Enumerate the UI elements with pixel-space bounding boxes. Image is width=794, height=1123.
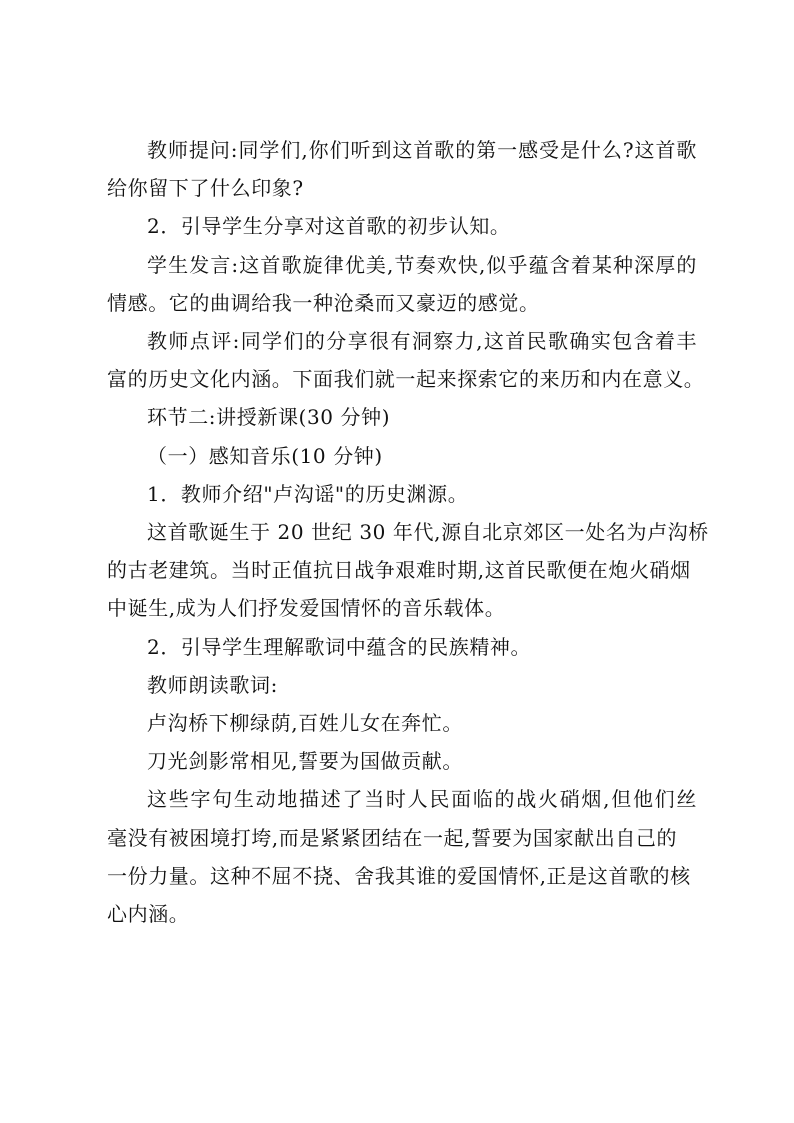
text-line: 2．引导学生理解歌词中蕴含的民族精神。 xyxy=(147,634,532,659)
paragraph-song-origin xyxy=(107,513,709,628)
text-line: 环节二:讲授新课(30 分钟) xyxy=(147,405,391,430)
text-line: 教师朗读歌词: xyxy=(147,672,278,697)
paragraph-lyrics-analysis xyxy=(107,780,697,933)
text-line: 富的历史文化内涵。下面我们就一起来探索它的来历和内在意义。 xyxy=(107,367,705,392)
text-line: 毫没有被困境打垮,而是紧紧团结在一起,誓要为国家献出自己的 xyxy=(107,825,678,850)
text-line: 的古老建筑。当时正值抗日战争艰难时期,这首民歌便在炮火硝烟 xyxy=(107,558,691,583)
paragraph-teacher-question xyxy=(107,131,697,207)
text-line: （一）感知音乐(10 分钟) xyxy=(147,443,383,468)
paragraph-teacher-reads-lyrics xyxy=(107,666,697,704)
lyric-line-2 xyxy=(107,742,697,780)
paragraph-step-2-spirit xyxy=(107,628,697,666)
text-line: 2．引导学生分享对这首歌的初步认知。 xyxy=(147,214,511,239)
paragraph-step-1-history xyxy=(107,475,697,513)
section-heading-new-lesson xyxy=(107,398,697,436)
document-body xyxy=(107,131,709,933)
text-line: 心内涵。 xyxy=(107,902,190,927)
text-line: 情感。它的曲调给我一种沧桑而又豪迈的感觉。 xyxy=(107,290,540,315)
text-line: 这些字句生动地描述了当时人民面临的战火硝烟,但他们丝 xyxy=(147,787,697,812)
paragraph-student-speech xyxy=(107,246,697,322)
text-line: 给你留下了什么印象? xyxy=(107,176,304,201)
text-line: 刀光剑影常相见,誓要为国做贡献。 xyxy=(147,749,463,774)
subsection-heading-perceive-music xyxy=(107,437,697,475)
text-line: 学生发言:这首歌旋律优美,节奏欢快,似乎蕴含着某种深厚的 xyxy=(147,252,697,277)
text-line: 教师提问:同学们,你们听到这首歌的第一感受是什么?这首歌 xyxy=(147,138,697,162)
text-line: 这首歌诞生于 20 世纪 30 年代,源自北京郊区一处名为卢沟桥 xyxy=(147,520,709,545)
text-line: 1．教师介绍"卢沟谣"的历史渊源。 xyxy=(147,481,469,506)
text-line: 卢沟桥下柳绿荫,百姓儿女在奔忙。 xyxy=(147,711,463,736)
paragraph-step-2-share xyxy=(107,207,697,245)
text-line: 一份力量。这种不屈不挠、舍我其谁的爱国情怀,正是这首歌的核 xyxy=(107,863,691,888)
text-line: 教师点评:同学们的分享很有洞察力,这首民歌确实包含着丰 xyxy=(147,329,697,354)
lyric-line-1 xyxy=(107,704,697,742)
text-line: 中诞生,成为人们抒发爱国情怀的音乐载体。 xyxy=(107,596,506,621)
paragraph-teacher-comment xyxy=(107,322,705,398)
